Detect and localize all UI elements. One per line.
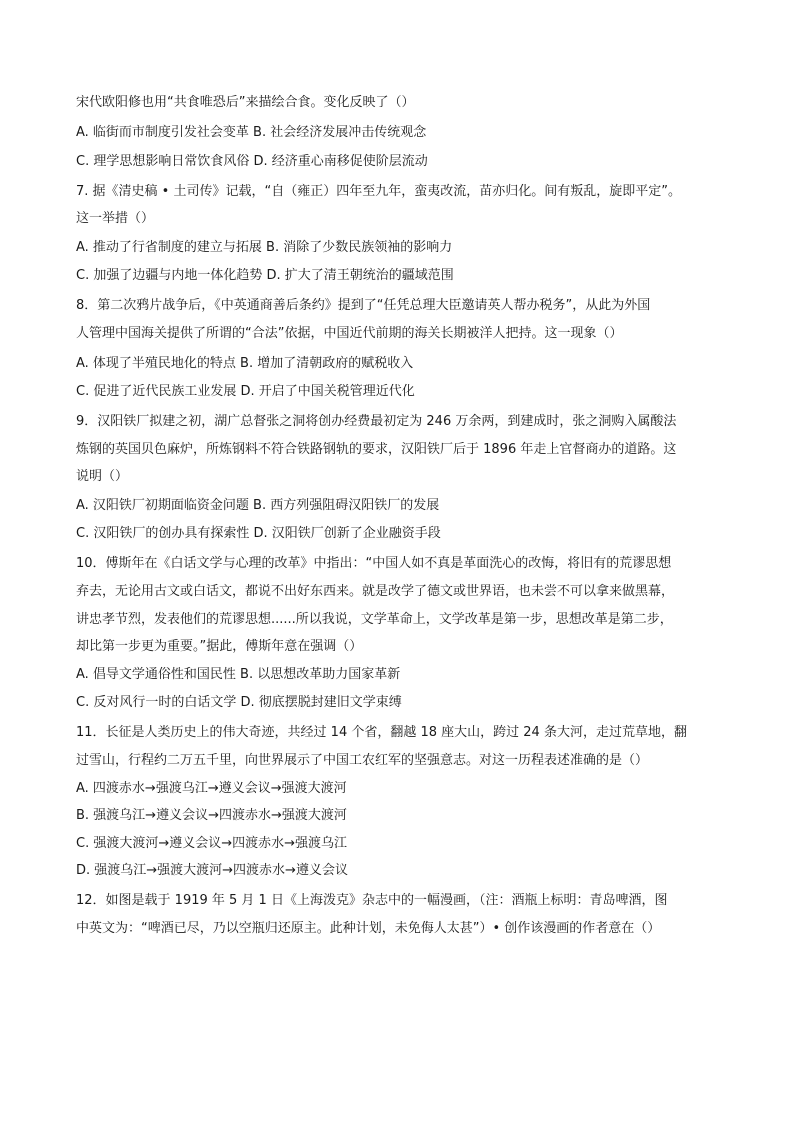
option-line: C. 理学思想影响日常饮食风俗 D. 经济重心南移促使阶层流动 [76, 154, 428, 169]
question-12-text: 12．如图是载于 1919 年 5 月 1 日《上海泼克》杂志中的一幅漫画，（注：酒瓶上标明：青岛啤酒，图 [76, 893, 668, 908]
option-line: B. 强渡乌江→遵义会议→四渡赤水→强渡大渡河 [76, 808, 347, 823]
question-11-text: 11．长征是人类历史上的伟大奇迹，共经过 14 个省，翻越 18 座大山，跨过 24 条大河，走过荒草地，翻 [76, 725, 687, 740]
question-10-text: 讲忠孝节烈，发表他们的荒谬思想......所以我说，文学革命上，文学改革是第一步，思想改革是第二步， [76, 612, 673, 627]
option-line: A. 体现了半殖民地化的特点 B. 增加了清朝政府的赋税收入 [76, 356, 414, 371]
question-8-text: 8．第二次鸦片战争后，《中英通商善后条约》提到了“任凭总理大臣邀请英人帮办税务”，从此为外国 [76, 298, 651, 313]
text-line: 宋代欧阳修也用“共食唯恐后”来描绘合食。变化反映了（） [76, 95, 415, 110]
question-9-text: 说明（） [76, 469, 129, 484]
option-line: A. 倡导文学通俗性和国民性 B. 以思想改革助力国家革新 [76, 667, 401, 682]
question-7-text: 7. 据《清史稿 • 土司传》记载，“自（雍正）四年至九年，蛮夷改流，苗亦归化。间有叛乱，旋即平定”。 [76, 184, 681, 199]
question-12-text: 中英文为：“啤酒已尽，乃以空瓶归还原主。此种计划，未免侮人太甚”）• 创作该漫画的作者意在（） [76, 921, 661, 936]
question-11-text: 过雪山，行程约二万五千里，向世界展示了中国工农红军的坚强意志。对这一历程表述准确的是（） [76, 753, 649, 768]
option-line: A. 四渡赤水→强渡乌江→遵义会议→强渡大渡河 [76, 781, 347, 796]
option-line: D. 强渡乌江→强渡大渡河→四渡赤水→遵义会议 [76, 863, 348, 878]
option-line: C. 反对风行一时的白话文学 D. 彻底摆脱封建旧文学束缚 [76, 695, 402, 710]
question-7-text: 这一举措（） [76, 211, 155, 226]
option-line: C. 强渡大渡河→遵义会议→四渡赤水→强渡乌江 [76, 836, 348, 851]
option-line: A. 推动了行省制度的建立与拓展 B. 消除了少数民族领袖的影响力 [76, 240, 453, 255]
option-line: C. 促进了近代民族工业发展 D. 开启了中国关税管理近代化 [76, 384, 415, 399]
question-8-text: 人管理中国海关提供了所谓的“合法”依据，中国近代前期的海关长期被洋人把持。这一现象（） [76, 326, 623, 341]
option-line: A. 临街而市制度引发社会变革 B. 社会经济发展冲击传统观念 [76, 125, 427, 140]
option-line: A. 汉阳铁厂初期面临资金问题 B. 西方列强阻碍汉阳铁厂的发展 [76, 498, 440, 513]
question-10-text: 10．傅斯年在《白话文学与心理的改革》中指出：“中国人如不真是革面洗心的改悔，将旧有的荒谬思想 [76, 556, 672, 571]
option-line: C. 汉阳铁厂的创办具有探索性 D. 汉阳铁厂创新了企业融资手段 [76, 526, 441, 541]
question-10-text: 却比第一步更为重要。”据此，傅斯年意在强调（） [76, 639, 363, 654]
option-line: C. 加强了边疆与内地一体化趋势 D. 扩大了清王朝统治的疆域范围 [76, 268, 454, 283]
question-10-text: 弃去，无论用古文或白话文，都说不出好东西来。就是改学了德文或世界语，也未尝不可以拿来做黑幕， [76, 584, 675, 599]
question-9-text: 9．汉阳铁厂拟建之初，湖广总督张之洞将创办经费最初定为 246 万余两，到建成时，张之洞购入属酸法 [76, 414, 677, 429]
question-9-text: 炼钢的英国贝色麻炉，所炼钢料不符合铁路钢轨的要求，汉阳铁厂后于 1896 年走上官督商办的道路。这 [76, 442, 677, 457]
